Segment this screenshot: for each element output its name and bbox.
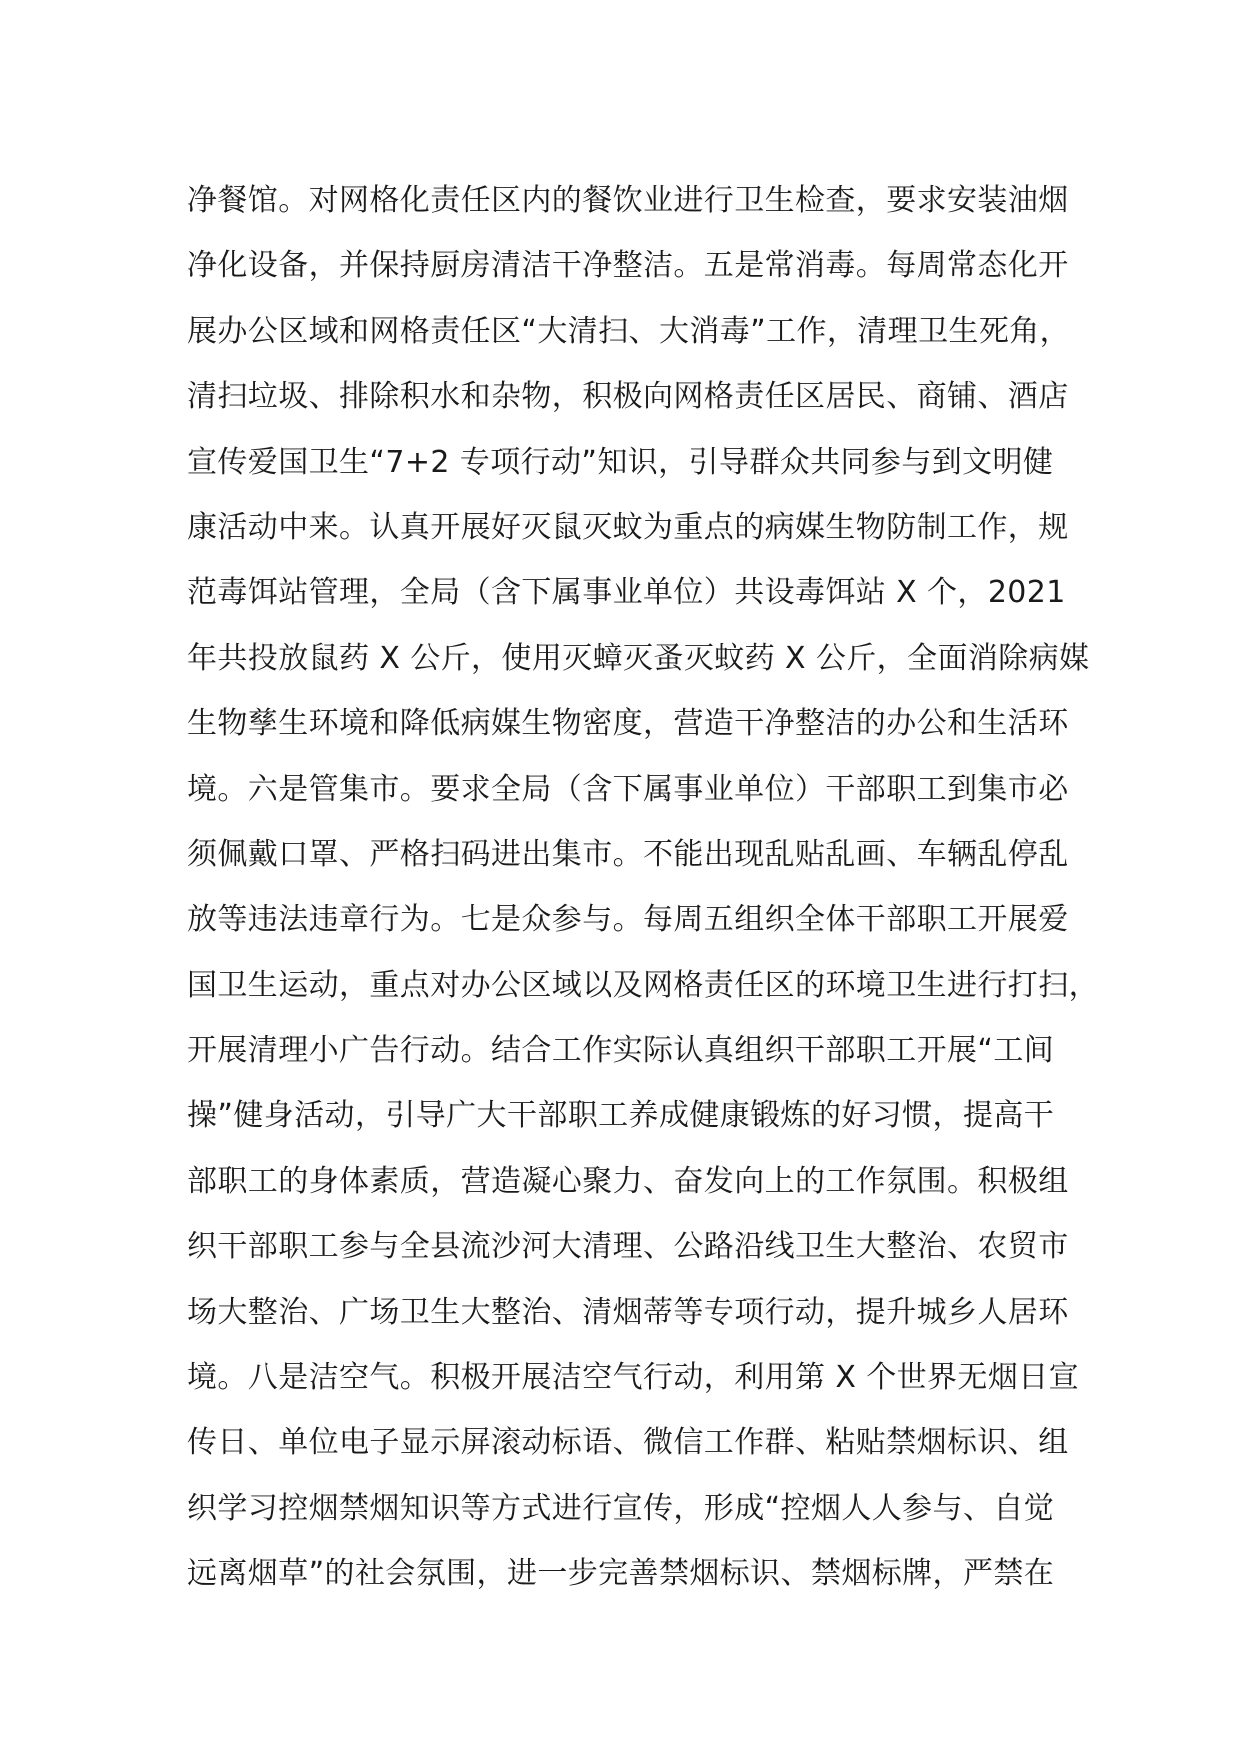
body-text <box>187 168 1099 1607</box>
text-line: 场大整治、广场卫生大整治、清烟蒂等专项行动，提升城乡人居环 <box>187 1294 1069 1330</box>
text-line: 境。六是管集市。要求全局（含下属事业单位）干部职工到集市必 <box>187 771 1069 807</box>
text-line: 部职工的身体素质，营造凝心聚力、奋发向上的工作氛围。积极组 <box>187 1163 1069 1199</box>
text-line: 宣传爱国卫生“7+2 专项行动”知识，引导群众共同参与到文明健 <box>187 444 1054 480</box>
text-line: 放等违法违章行为。七是众参与。每周五组织全体干部职工开展爱 <box>187 902 1069 938</box>
text-line: 国卫生运动，重点对办公区域以及网格责任区的环境卫生进行打扫， <box>187 967 1099 1003</box>
text-line: 境。八是洁空气。积极开展洁空气行动，利用第 X 个世界无烟日宣 <box>187 1360 1080 1396</box>
text-line: 生物孳生环境和降低病媒生物密度，营造干净整洁的办公和生活环 <box>187 706 1069 742</box>
text-line: 净化设备，并保持厨房清洁干净整洁。五是常消毒。每周常态化开 <box>187 248 1069 284</box>
text-line: 康活动中来。认真开展好灭鼠灭蚊为重点的病媒生物防制工作，规 <box>187 509 1069 545</box>
text-line: 年共投放鼠药 X 公斤，使用灭蟑灭蚤灭蚊药 X 公斤，全面消除病媒 <box>187 640 1090 676</box>
text-line: 清扫垃圾、排除积水和杂物，积极向网格责任区居民、商铺、酒店 <box>187 379 1069 415</box>
text-line: 操”健身活动，引导广大干部职工养成健康锻炼的好习惯，提高干 <box>187 1098 1055 1134</box>
text-line: 织学习控烟禁烟知识等方式进行宣传，形成“控烟人人参与、自觉 <box>187 1490 1055 1526</box>
text-line: 展办公区域和网格责任区“大清扫、大消毒”工作，清理卫生死角， <box>187 313 1071 349</box>
text-line: 范毒饵站管理，全局（含下属事业单位）共设毒饵站 X 个，2021 <box>187 575 1066 611</box>
text-line: 远离烟草”的社会氛围，进一步完善禁烟标识、禁烟标牌，严禁在 <box>187 1556 1055 1592</box>
text-line: 净餐馆。对网格化责任区内的餐饮业进行卫生检查，要求安装油烟 <box>187 183 1069 218</box>
text-line: 织干部职工参与全县流沙河大清理、公路沿线卫生大整治、农贸市 <box>187 1229 1069 1265</box>
text-line: 传日、单位电子显示屏滚动标语、微信工作群、粘贴禁烟标识、组 <box>187 1425 1069 1461</box>
text-line: 须佩戴口罩、严格扫码进出集市。不能出现乱贴乱画、车辆乱停乱 <box>187 836 1069 872</box>
text-line: 开展清理小广告行动。结合工作实际认真组织干部职工开展“工间 <box>187 1033 1055 1069</box>
